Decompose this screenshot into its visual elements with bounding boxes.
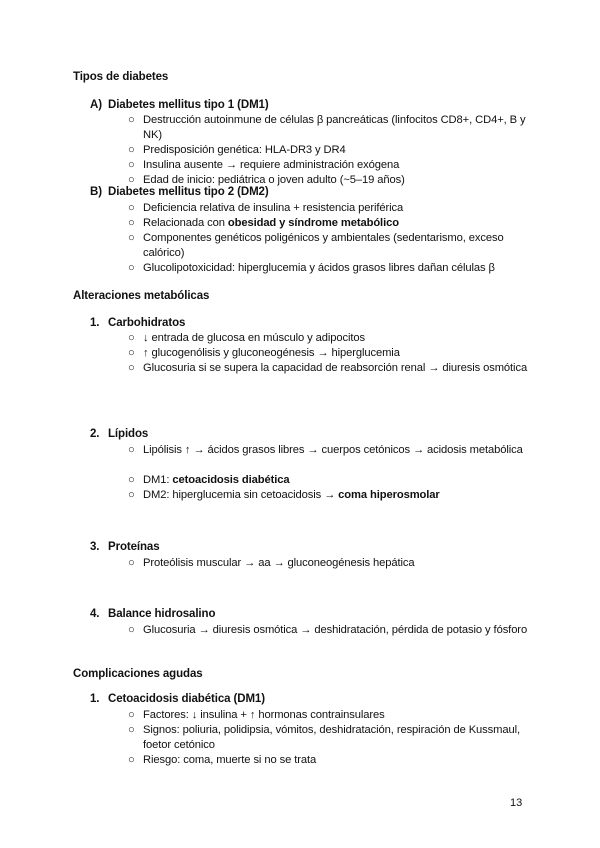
bullet-item xyxy=(128,216,528,231)
bullet-circle-icon: ○ xyxy=(128,724,135,736)
bullet-item xyxy=(128,361,528,376)
bullet-item xyxy=(128,488,528,503)
bullet-text-plain: Relacionada con xyxy=(143,217,228,229)
bullet-circle-icon: ○ xyxy=(128,114,135,126)
bullet-text: Componentes genéticos poligénicos y ambientales (sedentarismo, exceso calórico) xyxy=(143,232,504,259)
section-dm1-title xyxy=(90,99,269,111)
bullet-item xyxy=(128,556,528,571)
bullet-item xyxy=(128,331,528,346)
bullet-item xyxy=(128,261,528,276)
bullet-text-plain: DM2: hiperglucemia sin cetoacidosis → xyxy=(143,489,339,501)
bullet-item xyxy=(128,443,528,458)
bullet-item xyxy=(128,158,528,173)
bullet-text: ↑ glucogenólisis y gluconeogénesis → hiperglucemia xyxy=(143,347,400,359)
bullet-text xyxy=(143,216,528,231)
section-title-text: Cetoacidosis diabética (DM1) xyxy=(108,693,265,705)
bullet-item xyxy=(128,113,528,143)
bullet-circle-icon: ○ xyxy=(128,202,135,214)
bullet-text: Insulina ausente → requiere administración exógena xyxy=(143,159,400,171)
section-title-text: Diabetes mellitus tipo 1 (DM1) xyxy=(108,99,269,111)
bullet-text: Edad de inicio: pediátrica o joven adulto (~5–19 años) xyxy=(143,174,405,186)
bullet-text-plain: DM1: xyxy=(143,474,173,486)
section-marker: 3. xyxy=(90,541,100,553)
bullet-text: Lipólisis ↑ → ácidos grasos libres → cuerpos cetónicos → acidosis metabólica xyxy=(143,444,523,456)
section-title-text: Lípidos xyxy=(108,428,149,440)
bullet-item xyxy=(128,623,528,638)
section-cetoacidosis-title xyxy=(90,693,265,705)
bullet-item xyxy=(128,143,528,158)
bullet-circle-icon: ○ xyxy=(128,444,135,456)
bullet-circle-icon: ○ xyxy=(128,489,135,501)
bullet-text-bold: obesidad y síndrome metabólico xyxy=(227,217,399,229)
heading-tipos-de-diabetes: Tipos de diabetes xyxy=(73,71,169,83)
section-balance-hidrosalino-title xyxy=(90,608,215,620)
bullet-text: Signos: poliuria, polidipsia, vómitos, deshidratación, respiración de Kussmaul, foetor cetónico xyxy=(143,724,521,751)
bullet-text: Factores: ↓ insulina + ↑ hormonas contrainsulares xyxy=(143,709,385,721)
bullet-circle-icon: ○ xyxy=(128,557,135,569)
bullet-circle-icon: ○ xyxy=(128,347,135,359)
bullet-circle-icon: ○ xyxy=(128,362,135,374)
bullet-circle-icon: ○ xyxy=(128,332,135,344)
section-marker: 1. xyxy=(90,693,100,705)
bullet-circle-icon: ○ xyxy=(128,174,135,186)
bullet-circle-icon: ○ xyxy=(128,754,135,766)
bullet-item xyxy=(128,231,528,261)
bullet-text-bold: cetoacidosis diabética xyxy=(172,474,290,486)
bullet-item xyxy=(128,708,528,723)
bullet-text: Predisposición genética: HLA-DR3 y DR4 xyxy=(143,144,346,156)
bullet-text: Destrucción autoinmune de células β pancreáticas (linfocitos CD8+, CD4+, B y NK) xyxy=(143,114,526,141)
bullet-circle-icon: ○ xyxy=(128,217,135,229)
bullet-text: Glucolipotoxicidad: hiperglucemia y ácidos grasos libres dañan células β xyxy=(143,262,495,274)
section-dm2-title xyxy=(90,186,269,198)
section-marker: A) xyxy=(90,99,102,111)
bullet-text-bold: coma hiperosmolar xyxy=(338,489,440,501)
bullet-text: ↓ entrada de glucosa en músculo y adipocitos xyxy=(143,332,365,344)
bullet-text: Proteólisis muscular → aa → gluconeogénesis hepática xyxy=(143,557,415,569)
section-carbohidratos-title xyxy=(90,317,185,329)
bullet-circle-icon: ○ xyxy=(128,159,135,171)
bullet-circle-icon: ○ xyxy=(128,262,135,274)
section-title-text: Proteínas xyxy=(108,541,160,553)
bullet-text: Glucosuria si se supera la capacidad de reabsorción renal → diuresis osmótica xyxy=(143,362,528,374)
section-title-text: Diabetes mellitus tipo 2 (DM2) xyxy=(108,186,269,198)
bullet-text: Riesgo: coma, muerte si no se trata xyxy=(143,754,317,766)
bullet-circle-icon: ○ xyxy=(128,144,135,156)
bullet-text: Glucosuria → diuresis osmótica → deshidratación, pérdida de potasio y fósforo xyxy=(143,624,528,636)
page-number: 13 xyxy=(510,797,523,809)
bullet-item xyxy=(128,201,528,216)
heading-complicaciones-agudas: Complicaciones agudas xyxy=(73,668,203,680)
section-marker: 1. xyxy=(90,317,100,329)
bullet-circle-icon: ○ xyxy=(128,474,135,486)
section-proteinas-title xyxy=(90,541,160,553)
bullet-circle-icon: ○ xyxy=(128,709,135,721)
bullet-item xyxy=(128,753,528,768)
section-marker: B) xyxy=(90,186,102,198)
heading-alteraciones-metabolicas: Alteraciones metabólicas xyxy=(73,290,210,302)
bullet-text xyxy=(143,488,528,503)
bullet-text: Deficiencia relativa de insulina + resistencia periférica xyxy=(143,202,404,214)
bullet-text xyxy=(143,473,528,488)
section-title-text: Carbohidratos xyxy=(108,317,186,329)
bullet-item xyxy=(128,723,528,753)
bullet-item xyxy=(128,473,528,488)
section-lipidos-title xyxy=(90,428,148,440)
bullet-circle-icon: ○ xyxy=(128,232,135,244)
bullet-circle-icon: ○ xyxy=(128,624,135,636)
section-title-text: Balance hidrosalino xyxy=(108,608,216,620)
bullet-item xyxy=(128,346,528,361)
section-marker: 4. xyxy=(90,608,100,620)
section-marker: 2. xyxy=(90,428,100,440)
